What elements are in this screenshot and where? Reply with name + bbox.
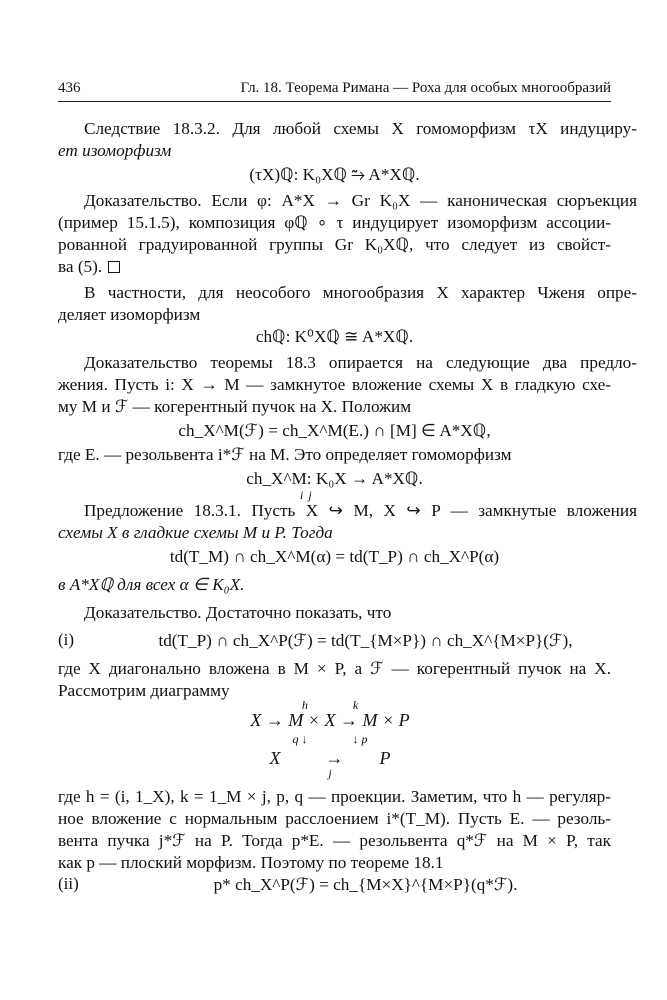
proposition-line-2: схемы X в гладкие схемы M и P. Тогда bbox=[58, 523, 333, 542]
paragraph-theorem-1: Доказательство теоремы 18.3 опирается на следующие два предло- bbox=[84, 353, 637, 372]
diagram-row-2: q ↓ ↓ p bbox=[292, 732, 368, 746]
running-title: Гл. 18. Теорема Римана — Роха для особых многообразий bbox=[240, 80, 611, 96]
diagram-top-labels: h k bbox=[301, 698, 359, 712]
equation-label-i: (i) bbox=[58, 630, 75, 649]
formula-ch-homomorphism: ch_X^M: K₀X → A*Xℚ. bbox=[246, 469, 423, 488]
projections-line-4: как p — плоский морфизм. Поэтому по теореме 18.1 bbox=[58, 853, 444, 872]
formula-ch-definition: ch_X^M(ℱ) = ch_X^M(E.) ∩ [M] ∈ A*Xℚ, bbox=[178, 421, 491, 440]
diagonal-line: где X диагонально вложена в M × P, а ℱ — когерентный пучок на X. bbox=[58, 659, 611, 678]
corollary-line-2: ет изоморфизм bbox=[58, 141, 172, 160]
qed-square bbox=[108, 261, 120, 273]
proof-line-2: (пример 15.1.5), композиция φℚ ∘ τ индуцирует изоморфизм ассоции- bbox=[58, 213, 611, 232]
projections-line-3: вента пучка j*ℱ на P. Тогда p*E. — резольвента q*ℱ на M × P, так bbox=[58, 831, 611, 850]
proposition-line-1: Предложение 18.3.1. Пусть X ↪ M, X ↪ P — замкнутые вложения bbox=[84, 501, 637, 520]
formula-tau-iso: (τX)ℚ: K₀Xℚ ⥲ A*Xℚ. bbox=[249, 165, 420, 184]
formula-ch-iso: chℚ: K⁰Xℚ ≅ A*Xℚ. bbox=[255, 327, 414, 346]
page-header bbox=[58, 72, 611, 96]
header-rule bbox=[58, 101, 611, 102]
paragraph-theorem-2: жения. Пусть i: X → M — замкнутое вложение схемы X в гладкую схе- bbox=[58, 375, 611, 394]
proof-line-3: рованной градуированной группы Gr K₀Xℚ, что следует из свойст- bbox=[58, 235, 611, 254]
diagram-bottom-label: j bbox=[328, 766, 332, 780]
proof-line-4: ва (5). bbox=[58, 256, 611, 278]
proof-start: Доказательство. Достаточно показать, что bbox=[84, 603, 392, 622]
paragraph-theorem-3: му M и ℱ — когерентный пучок на X. Положим bbox=[58, 397, 412, 416]
equation-label-ii: (ii) bbox=[58, 874, 79, 893]
proof-line-1: Доказательство. Если φ: A*X → Gr K₀X — каноническая сюръекция bbox=[84, 191, 637, 210]
formula-td-equality: td(T_M) ∩ ch_X^M(α) = td(T_P) ∩ ch_X^P(α) bbox=[169, 547, 500, 566]
page-number: 436 bbox=[58, 80, 81, 96]
formula-ii: p* ch_X^P(ℱ) = ch_{M×X}^{M×P}(q*ℱ). bbox=[213, 875, 518, 894]
corollary-line-1: Следствие 18.3.2. Для любой схемы X гомоморфизм τX индуциру- bbox=[84, 119, 637, 138]
diagram-row-3: X → P bbox=[269, 748, 391, 768]
proposition-line-3: в A*Xℚ для всех α ∈ K₀X. bbox=[58, 575, 245, 594]
projections-line-1: где h = (i, 1_X), k = 1_M × j, p, q — проекции. Заметим, что h — регуляр- bbox=[58, 787, 611, 806]
projections-line-2: ное вложение с нормальным расслоением i*(T_M). Пусть E. — резоль- bbox=[58, 809, 611, 828]
resolvent-line: где E. — резольвента i*ℱ на M. Это определяет гомоморфизм bbox=[58, 445, 512, 464]
paragraph-chern-1: В частности, для неособого многообразия X характер Чженя опре- bbox=[84, 283, 637, 302]
consider-diagram-line: Рассмотрим диаграмму bbox=[58, 681, 230, 700]
formula-i: td(T_P) ∩ ch_X^P(ℱ) = td(T_{M×P}) ∩ ch_X^{M×P}(ℱ), bbox=[158, 631, 573, 650]
diagram-row-1: X → M × X → M × P bbox=[250, 710, 410, 730]
paragraph-chern-2: деляет изоморфизм bbox=[58, 305, 201, 324]
embedding-labels: i j bbox=[300, 488, 313, 502]
